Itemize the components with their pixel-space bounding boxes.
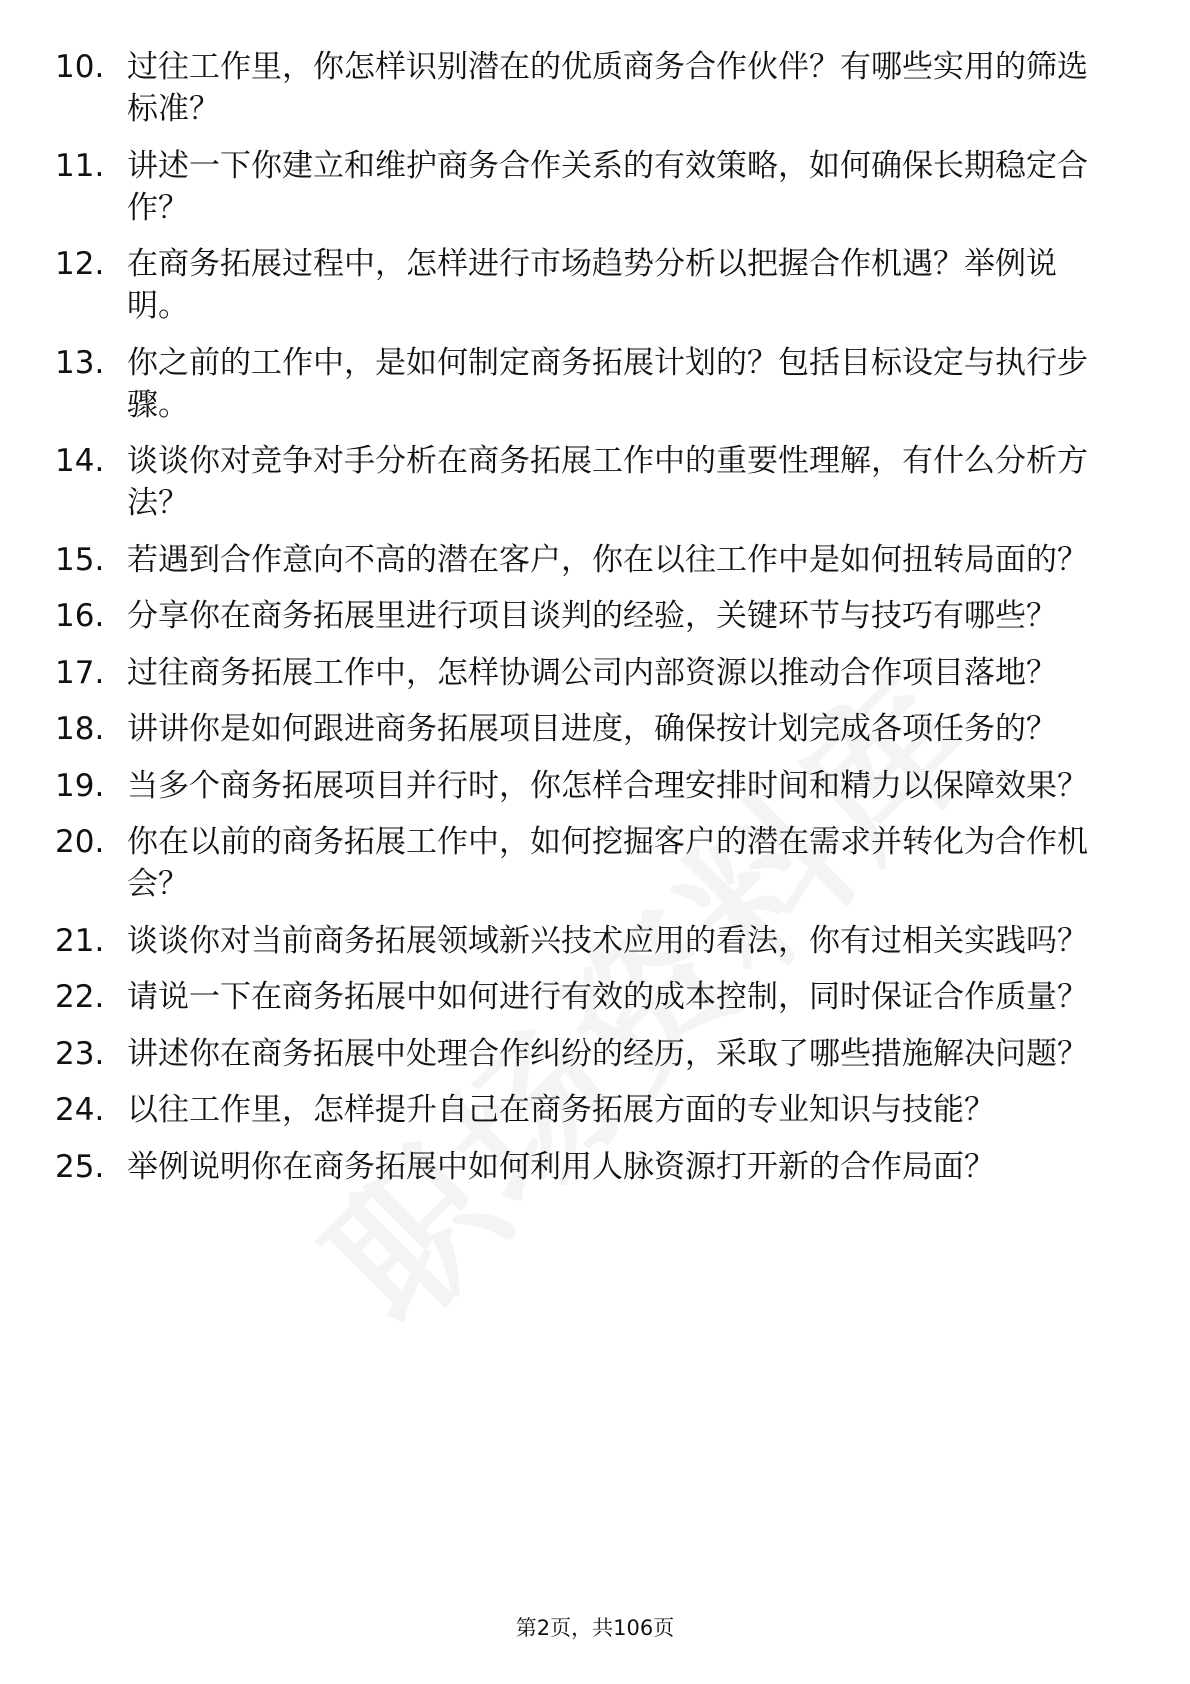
question-text: 分享你在商务拓展里进行项目谈判的经验，关键环节与技巧有哪些？ [127, 598, 1057, 634]
question-number: 25. [55, 1148, 105, 1185]
question-number: 19. [55, 767, 105, 804]
question-number: 13. [55, 344, 105, 381]
question-text: 你在以前的商务拓展工作中，如何挖掘客户的潜在需求并转化为合作机会？ [127, 824, 1088, 902]
question-text: 举例说明你在商务拓展中如何利用人脉资源打开新的合作局面？ [127, 1148, 995, 1185]
question-text: 讲述一下你建立和维护商务合作关系的有效策略，如何确保长期稳定合作？ [127, 147, 1088, 226]
question-number: 14. [55, 443, 105, 479]
question-item [55, 342, 1115, 426]
question-number: 11. [55, 147, 105, 184]
question-text: 在商务拓展过程中，怎样进行市场趋势分析以把握合作机遇？举例说明。 [127, 246, 1057, 324]
question-text: 谈谈你对当前商务拓展领域新兴技术应用的看法，你有过相关实践吗？ [127, 922, 1088, 959]
question-item [55, 595, 1115, 637]
question-text: 谈谈你对竞争对手分析在商务拓展工作中的重要性理解，有什么分析方法？ [127, 443, 1088, 521]
question-item [55, 440, 1115, 524]
question-number: 22. [55, 979, 105, 1015]
question-text: 讲述你在商务拓展中处理合作纠纷的经历，采取了哪些措施解决问题？ [127, 1035, 1088, 1072]
question-item [55, 920, 1115, 962]
question-item [55, 1033, 1115, 1075]
question-number: 10. [55, 49, 105, 85]
question-number: 20. [55, 824, 105, 860]
question-text: 你之前的工作中，是如何制定商务拓展计划的？包括目标设定与执行步骤。 [127, 344, 1088, 423]
question-item [55, 765, 1115, 807]
question-text: 以往工作里，怎样提升自己在商务拓展方面的专业知识与技能？ [127, 1092, 995, 1128]
question-item [55, 243, 1115, 327]
question-text: 当多个商务拓展项目并行时，你怎样合理安排时间和精力以保障效果？ [127, 767, 1088, 804]
question-number: 18. [55, 711, 105, 747]
question-text: 过往商务拓展工作中，怎样协调公司内部资源以推动合作项目落地？ [127, 654, 1057, 691]
question-number: 21. [55, 922, 105, 959]
question-text: 讲讲你是如何跟进商务拓展项目进度，确保按计划完成各项任务的？ [127, 711, 1057, 747]
question-number: 12. [55, 246, 105, 282]
question-number: 15. [55, 541, 105, 578]
question-item [55, 1146, 1115, 1188]
question-text: 若遇到合作意向不高的潜在客户，你在以往工作中是如何扭转局面的？ [127, 541, 1088, 578]
page-footer: 第2页，共106页 [515, 1616, 675, 1640]
question-number: 17. [55, 654, 105, 691]
question-item [55, 976, 1115, 1018]
question-item [55, 1089, 1115, 1131]
question-item [55, 708, 1115, 750]
question-item [55, 145, 1115, 229]
question-number: 16. [55, 598, 105, 634]
question-text: 请说一下在商务拓展中如何进行有效的成本控制，同时保证合作质量？ [127, 979, 1088, 1015]
question-item [55, 821, 1115, 905]
question-item [55, 539, 1115, 581]
question-number: 23. [55, 1035, 105, 1072]
question-number: 24. [55, 1092, 105, 1128]
question-item [55, 46, 1115, 130]
question-text: 过往工作里，你怎样识别潜在的优质商务合作伙伴？有哪些实用的筛选标准？ [127, 49, 1088, 127]
question-item [55, 652, 1115, 694]
question-list [55, 46, 1115, 1202]
